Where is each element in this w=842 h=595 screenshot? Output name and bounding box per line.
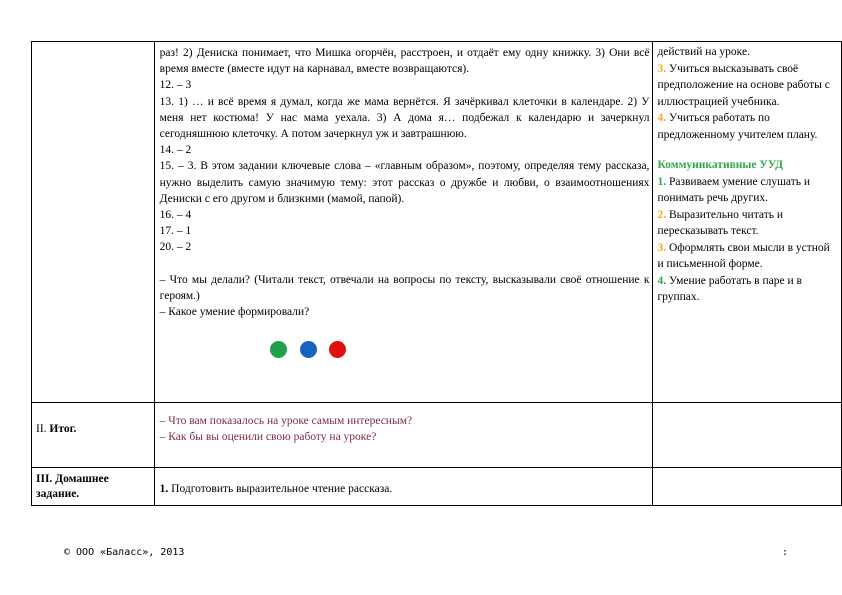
table-row: [32, 403, 842, 468]
uud-item: 4. Учиться работать по предложенному учителем плану.: [657, 112, 818, 141]
copyright: © ООО «Баласс», 2013: [64, 547, 185, 558]
skill-question: – Какое умение формировали?: [159, 306, 310, 319]
answer-line: 14. – 2: [159, 144, 192, 157]
stage-label-result: II. Итог.: [32, 403, 155, 468]
uud-item: 3. Оформлять свои мысли в устной и письменной форме.: [657, 241, 830, 270]
answer-line: 16. – 4: [159, 209, 192, 222]
answer-line: 13. 1) … и всё время я думал, когда же мама вернётся. Я зачёркивал клеточки в календаре. 2) У меня нет костюма! У нас мама уехала. 3) А дома я… подбежал к календарю и зачеркнул сегодняшнюю клеточку. А потом зачеркнул уж и завтрашнюю.: [159, 95, 650, 141]
uud-item: 4. Умение работать в паре и в группах.: [657, 274, 802, 303]
red-circle-icon: [329, 341, 346, 358]
answer-line: 17. – 1: [159, 225, 192, 238]
green-circle-icon: [270, 341, 287, 358]
result-questions-cell: [154, 403, 653, 468]
result-question: – Как бы вы оценили свою работу на уроке?: [159, 431, 377, 443]
communicative-uud-header: Коммуникативные УУД: [657, 159, 784, 171]
table-row: [32, 468, 842, 506]
empty-cell: [653, 468, 842, 506]
answers-cell: [154, 42, 653, 403]
reflection-question: – Что мы делали? (Читали текст, отвечали на вопросы по тексту, высказывали своё отношение к героям.): [159, 273, 650, 302]
stage-label-homework: III. Домашнее задание.: [32, 468, 155, 506]
lesson-table: [31, 41, 842, 506]
answer-line: 15. – 3. В этом задании ключевые слова – «главным образом», поэтому, определяя тему рассказа, нужно выделить самую значимую тему: этот рассказ о дружбе и любви, о взаимоотношениях Дениски с его другом и близкими (мамой, папой).: [159, 160, 650, 205]
uud-item: 2. Выразительно читать и пересказывать текст.: [657, 208, 783, 237]
empty-cell: [653, 403, 842, 468]
homework-cell: 1. Подготовить выразительное чтение рассказа.: [154, 468, 653, 506]
result-question: – Что вам показалось на уроке самым интересным?: [159, 415, 413, 427]
uud-item: 3. Учиться высказывать своё предположение на основе работы с иллюстрацией учебника.: [657, 62, 830, 108]
uud-cell: [653, 42, 842, 403]
uud-line: действий на уроке.: [657, 46, 750, 58]
answer-line: 12. – 3: [159, 79, 192, 92]
uud-item: 1. Развиваем умение слушать и понимать речь других.: [657, 175, 811, 204]
table-row: [32, 42, 842, 403]
stage-cell-empty: [32, 42, 155, 403]
blue-circle-icon: [300, 341, 317, 358]
page-number: :: [782, 547, 789, 558]
answer-line: раз! 2) Дениска понимает, что Мишка огорчён, расстроен, и отдаёт ему одну книжку. 3) Они всё время вместе (вместе идут на карнавал, вместе возвращаются).: [159, 47, 650, 76]
answer-line: 20. – 2: [159, 241, 192, 254]
